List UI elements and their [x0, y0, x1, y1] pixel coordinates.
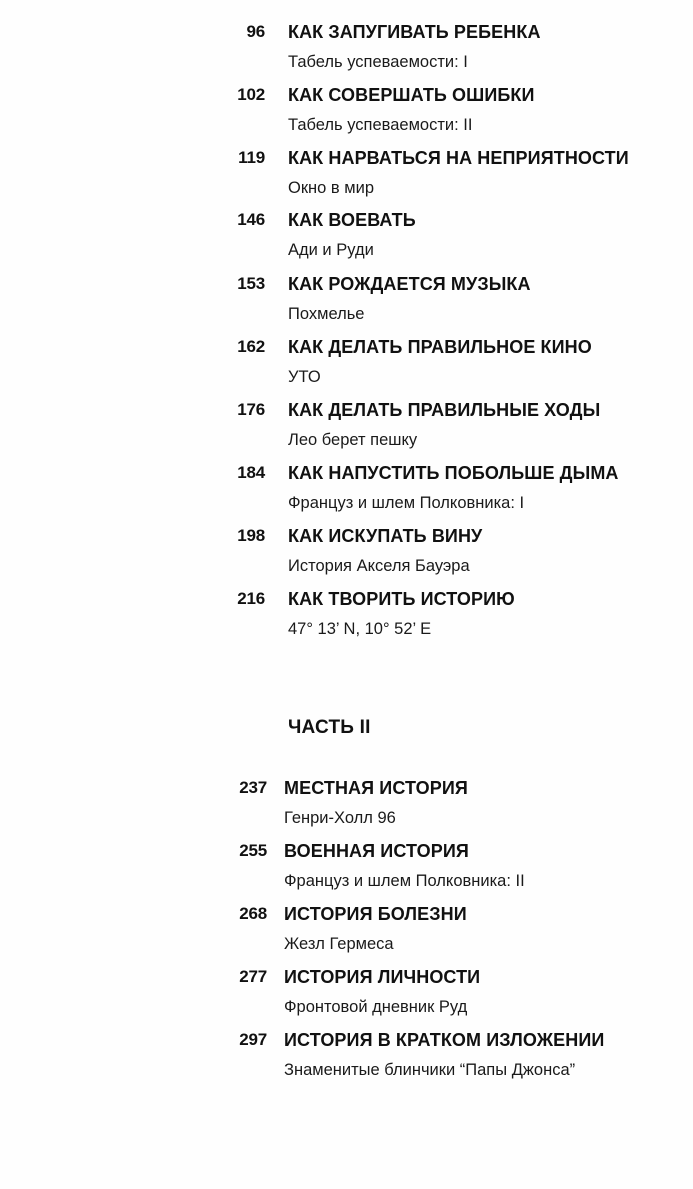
toc-chapter-title: ИСТОРИЯ ЛИЧНОСТИ: [284, 967, 481, 987]
toc-chapter-title: КАК СОВЕРШАТЬ ОШИБКИ: [288, 85, 535, 105]
toc-chapter-title: ИСТОРИЯ БОЛЕЗНИ: [284, 904, 467, 924]
toc-chapter-title: КАК ДЕЛАТЬ ПРАВИЛЬНОЕ КИНО: [288, 337, 592, 357]
toc-chapter-subtitle: Похмелье: [288, 305, 365, 323]
toc-page-number: 102: [237, 85, 265, 104]
toc-chapter-title: КАК НАРВАТЬСЯ НА НЕПРИЯТНОСТИ: [288, 148, 629, 168]
toc-chapter-title: ВОЕННАЯ ИСТОРИЯ: [284, 841, 469, 861]
toc-page-number: 162: [237, 337, 265, 356]
toc-chapter-subtitle: Табель успеваемости: II: [288, 116, 473, 134]
toc-page-number: 268: [239, 904, 267, 923]
toc-chapter-subtitle: Табель успеваемости: I: [288, 53, 468, 71]
toc-chapter-title: КАК НАПУСТИТЬ ПОБОЛЬШЕ ДЫМА: [288, 463, 619, 483]
toc-chapter-title: КАК ИСКУПАТЬ ВИНУ: [288, 526, 483, 546]
toc-page-number: 96: [246, 22, 265, 41]
toc-chapter-subtitle: 47° 13’ N, 10° 52’ E: [288, 620, 432, 638]
toc-chapter-title: КАК ДЕЛАТЬ ПРАВИЛЬНЫЕ ХОДЫ: [288, 400, 601, 420]
toc-chapter-title: МЕСТНАЯ ИСТОРИЯ: [284, 778, 468, 798]
toc-page-number: 237: [239, 778, 267, 797]
toc-chapter-title: ИСТОРИЯ В КРАТКОМ ИЗЛОЖЕНИИ: [284, 1030, 605, 1050]
toc-chapter-title: КАК ВОЕВАТЬ: [288, 210, 416, 230]
toc-page-number: 297: [239, 1030, 267, 1049]
toc-page-number: 198: [237, 526, 265, 545]
toc-page-number: 184: [237, 463, 265, 482]
toc-chapter-subtitle: Лео берет пешку: [288, 431, 418, 449]
toc-page-number: 153: [237, 274, 265, 293]
toc-page-number: 176: [237, 400, 265, 419]
toc-chapter-subtitle: Генри-Холл 96: [284, 809, 396, 827]
toc-chapter-subtitle: Ади и Руди: [288, 241, 374, 259]
toc-chapter-subtitle: Француз и шлем Полковника: I: [288, 494, 525, 512]
toc-chapter-title: КАК ЗАПУГИВАТЬ РЕБЕНКА: [288, 22, 541, 42]
toc-chapter-subtitle: История Акселя Бауэра: [288, 557, 470, 575]
toc-chapter-subtitle: Окно в мир: [288, 179, 375, 197]
toc-chapter-subtitle: Фронтовой дневник Руд: [284, 998, 468, 1016]
toc-page-number: 216: [237, 589, 265, 608]
toc-page-number: 255: [239, 841, 267, 860]
part-heading: ЧАСТЬ II: [288, 717, 371, 738]
toc-chapter-subtitle: УТО: [288, 368, 321, 386]
toc-page-number: 146: [237, 210, 265, 229]
toc-chapter-subtitle: Француз и шлем Полковника: II: [284, 872, 525, 890]
toc-page-number: 277: [239, 967, 267, 986]
toc-chapter-subtitle: Знаменитые блинчики “Папы Джонса”: [284, 1061, 576, 1079]
toc-page-number: 119: [238, 148, 265, 167]
toc-chapter-title: КАК ТВОРИТЬ ИСТОРИЮ: [288, 589, 515, 609]
toc-chapter-subtitle: Жезл Гермеса: [284, 935, 394, 953]
toc-chapter-title: КАК РОЖДАЕТСЯ МУЗЫКА: [288, 274, 531, 294]
